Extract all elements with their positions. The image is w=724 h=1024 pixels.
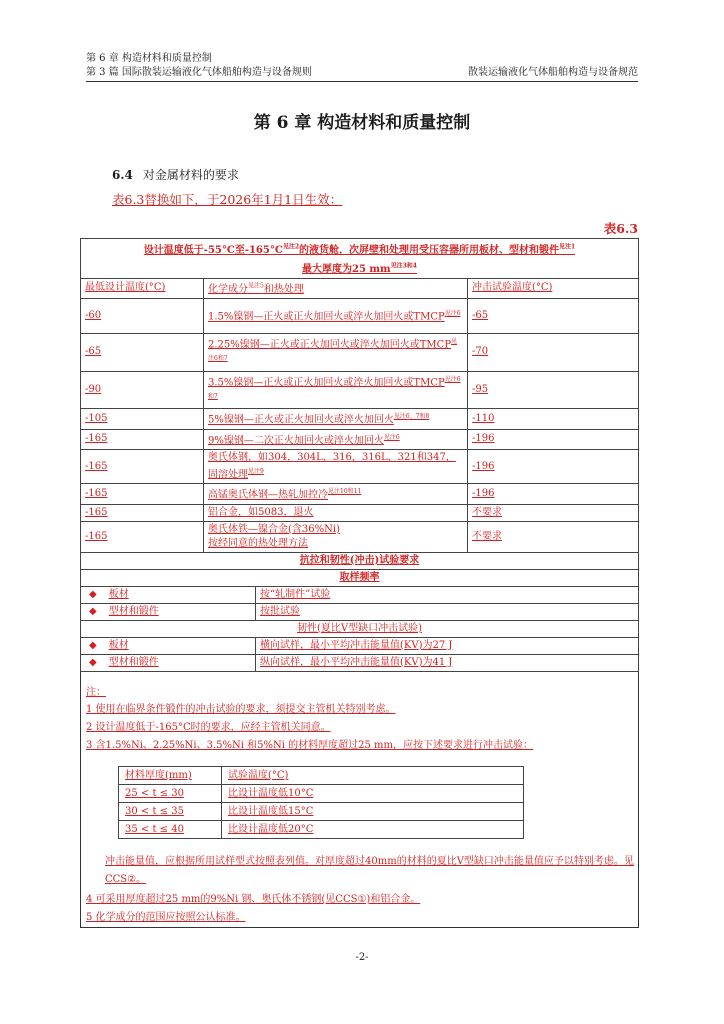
col-header-impact-temp: 冲击试验温度(°C) [472, 282, 553, 294]
toughness-item: 型材和锻件 [108, 656, 159, 668]
table-row: -165 高锰奥氏体钢—热轧加控冷$^{见注10和11}$ -196 [81, 484, 639, 504]
col-header-composition: 化学成分$^{见注5}$和热处理 [208, 282, 304, 295]
table-row: -60 1.5%镍钢—正火或正火加回火或淬火加回火或$TMCP^{见注6}$ -65 [81, 298, 639, 333]
row-min-temp: -165 [85, 487, 108, 499]
notes-label: 注： [86, 687, 106, 698]
test-temp: 比设计温度低15°C [228, 806, 314, 817]
toughness-row [81, 637, 639, 654]
tensile-title-row [81, 552, 639, 569]
row-composition: 5%镍钢—正火或正火加回火或淬火加回火 [208, 414, 394, 426]
impact-energy-paragraph: 冲击能量值，应根据所用试样型式按照表列值。对厚度超过40mm的材料的夏比V型缺口冲击能量值应予以特别考虑。见CCS②。 [105, 856, 634, 885]
row-composition: 奥氏体铁—镍合金(含36%Ni) [208, 523, 340, 535]
note-3: 3 含1.5%Ni、2.25%Ni、3.5%Ni 和5%Ni 的材料厚度超过25 mm，应按下述要求进行冲击试验： [86, 740, 534, 751]
row-min-temp: -90 [85, 383, 102, 395]
sampling-requirement: 按批试验 [260, 605, 300, 617]
thickness-range: 25 < t ≤ 30 [125, 788, 184, 799]
row-composition: 奥氏体钢，如304，304L，316，316L，321和347，固溶处理 [208, 451, 456, 481]
note-4: 4 可采用厚度超过25 mm的9%Ni 钢、奥氏体不锈钢(见CCS①)和铝合金。 [86, 894, 421, 905]
running-header-rules: 散装运输液化气体船舶构造与设备规范 [468, 67, 638, 78]
chapter-title: 第 6 章 构造材料和质量控制 [253, 113, 471, 133]
row-min-temp: -65 [85, 346, 102, 358]
thickness-col-header: 材料厚度(mm) [125, 770, 192, 781]
sampling-row [81, 586, 639, 603]
row-impact-temp: -196 [472, 460, 495, 472]
sampling-requirement: 按“轧制件”试验 [260, 588, 331, 600]
table-title-row [81, 239, 639, 279]
table-row [81, 504, 639, 521]
table-row: -165 9%镍钢—二次正火加回火或淬火加回火$^{见注6}$ -196 [81, 429, 639, 449]
toughness-item: 板材 [108, 639, 129, 651]
thickness-range: 30 < t ≤ 35 [125, 806, 184, 817]
table-row [119, 785, 524, 803]
row-impact-temp: -65 [472, 309, 489, 321]
section-heading [112, 166, 239, 183]
row-min-temp: -165 [85, 530, 108, 542]
row-impact-temp: -95 [472, 383, 489, 395]
row-composition: 高锰奥氏体钢—热轧加控冷 [208, 489, 328, 501]
replacement-note: 表6.3替换如下，于2026年1月1日生效： [112, 192, 343, 207]
section-title: 对金属材料的要求 [142, 168, 239, 182]
row-impact-temp: -70 [472, 346, 489, 358]
sampling-item: 型材和锻件 [108, 605, 159, 617]
row-composition: 铝合金，如5083，退火 [208, 506, 314, 518]
thickness-range: 35 < t ≤ 40 [125, 824, 184, 835]
running-header-chapter: 第 6 章 构造材料和质量控制 [86, 53, 212, 64]
toughness-requirement: 纵向试样，最小平均冲击能量值(KV)为41 J [260, 656, 453, 668]
table-row: -65 2.25%镍钢—正火或正火加回火或淬火加回火或$TMCP^{见注6和7}$ -70 [81, 333, 639, 371]
row-min-temp: -60 [85, 309, 102, 321]
row-impact-temp: 不要求 [472, 506, 502, 518]
test-temp: 比设计温度低20°C [228, 824, 314, 835]
table-row: -90 3.5%镍钢—正火或正火加回火或淬火加回火或$TMCP^{见注6和7}$ -95 [81, 371, 639, 409]
row-composition: 3.5%镍钢—正火或正火加回火或淬火加回火或TMCP [208, 376, 445, 388]
table-header-row [81, 278, 639, 298]
row-min-temp: -165 [85, 433, 108, 445]
test-temp-col-header: 试验温度(°C) [228, 770, 289, 781]
running-header [86, 66, 638, 79]
tensile-title: 抗拉和韧性(冲击)试验要求 [299, 554, 420, 566]
sampling-title-row [81, 569, 639, 586]
thickness-header-row [119, 767, 524, 785]
bullet-icon: ◆ [89, 639, 97, 651]
sampling-row [81, 603, 639, 620]
materials-table [80, 238, 639, 672]
table-title-line1: 设计温度低于-55°C至$-165^\circ C^{见注2}$的液货舱，次屏壁和处理用受压容器所用板材、型材和锻件$^{见注1}$ [143, 244, 576, 257]
toughness-title-row [81, 620, 639, 637]
table-row [119, 821, 524, 839]
sampling-item: 板材 [108, 588, 129, 600]
row-composition-line2: 按经同意的热处理方法 [208, 537, 308, 549]
row-min-temp: -105 [85, 412, 108, 424]
row-min-temp: -165 [85, 506, 108, 518]
sampling-title: 取样频率 [339, 571, 380, 583]
row-composition: 9%镍钢—二次正火加回火或淬火加回火 [208, 434, 384, 446]
section-number: 6.4 [112, 168, 133, 182]
row-impact-temp: -196 [472, 487, 495, 499]
row-impact-temp: 不要求 [472, 530, 502, 542]
note-2: 2 设计温度低于-165°C时的要求，应经主管机关同意。 [86, 722, 331, 733]
page-number: -2- [355, 952, 369, 963]
test-temp: 比设计温度低10°C [228, 788, 314, 799]
header-divider [86, 81, 638, 82]
toughness-title: 韧性(夏比V型缺口冲击试验) [296, 622, 423, 634]
table-title-line2: 最大厚度为25 $mm^{见注3和4}$ [302, 262, 417, 275]
table-row [81, 521, 639, 552]
table-row: -165 奥氏体钢，如304，304L，316，316L，321和347，固溶处理$^{见注9}$ -196 [81, 449, 639, 483]
row-min-temp: -165 [85, 460, 108, 472]
row-impact-temp: -196 [472, 433, 495, 445]
row-composition: 2.25%镍钢—正火或正火加回火或淬火加回火或TMCP [208, 339, 452, 351]
bullet-icon: ◆ [89, 605, 97, 617]
note-1: 1 使用在临界条件锻件的冲击试验的要求，须提交主管机关特别考虑。 [86, 704, 396, 715]
row-impact-temp: -110 [472, 412, 495, 424]
col-header-min-temp: 最低设计温度(°C) [85, 282, 166, 294]
table-row [119, 803, 524, 821]
toughness-requirement: 横向试样，最小平均冲击能量值(KV)为27 J [260, 639, 453, 651]
note-5: 5 化学成分的范围应按照公认标准。 [86, 912, 246, 923]
row-composition: 1.5%镍钢—正火或正火加回火或淬火加回火或TMCP [208, 311, 445, 323]
thickness-table [118, 766, 524, 839]
bullet-icon: ◆ [89, 656, 97, 668]
running-header-part: 第 3 篇 国际散装运输液化气体船舶构造与设备规则 [86, 67, 312, 78]
table-row: -105 5%镍钢—正火或正火加回火或淬火加回火$^{见注6、7和8}$ -110 [81, 409, 639, 429]
toughness-row [81, 654, 639, 671]
bullet-icon: ◆ [89, 588, 97, 600]
table-label: 表6.3 [603, 221, 638, 236]
